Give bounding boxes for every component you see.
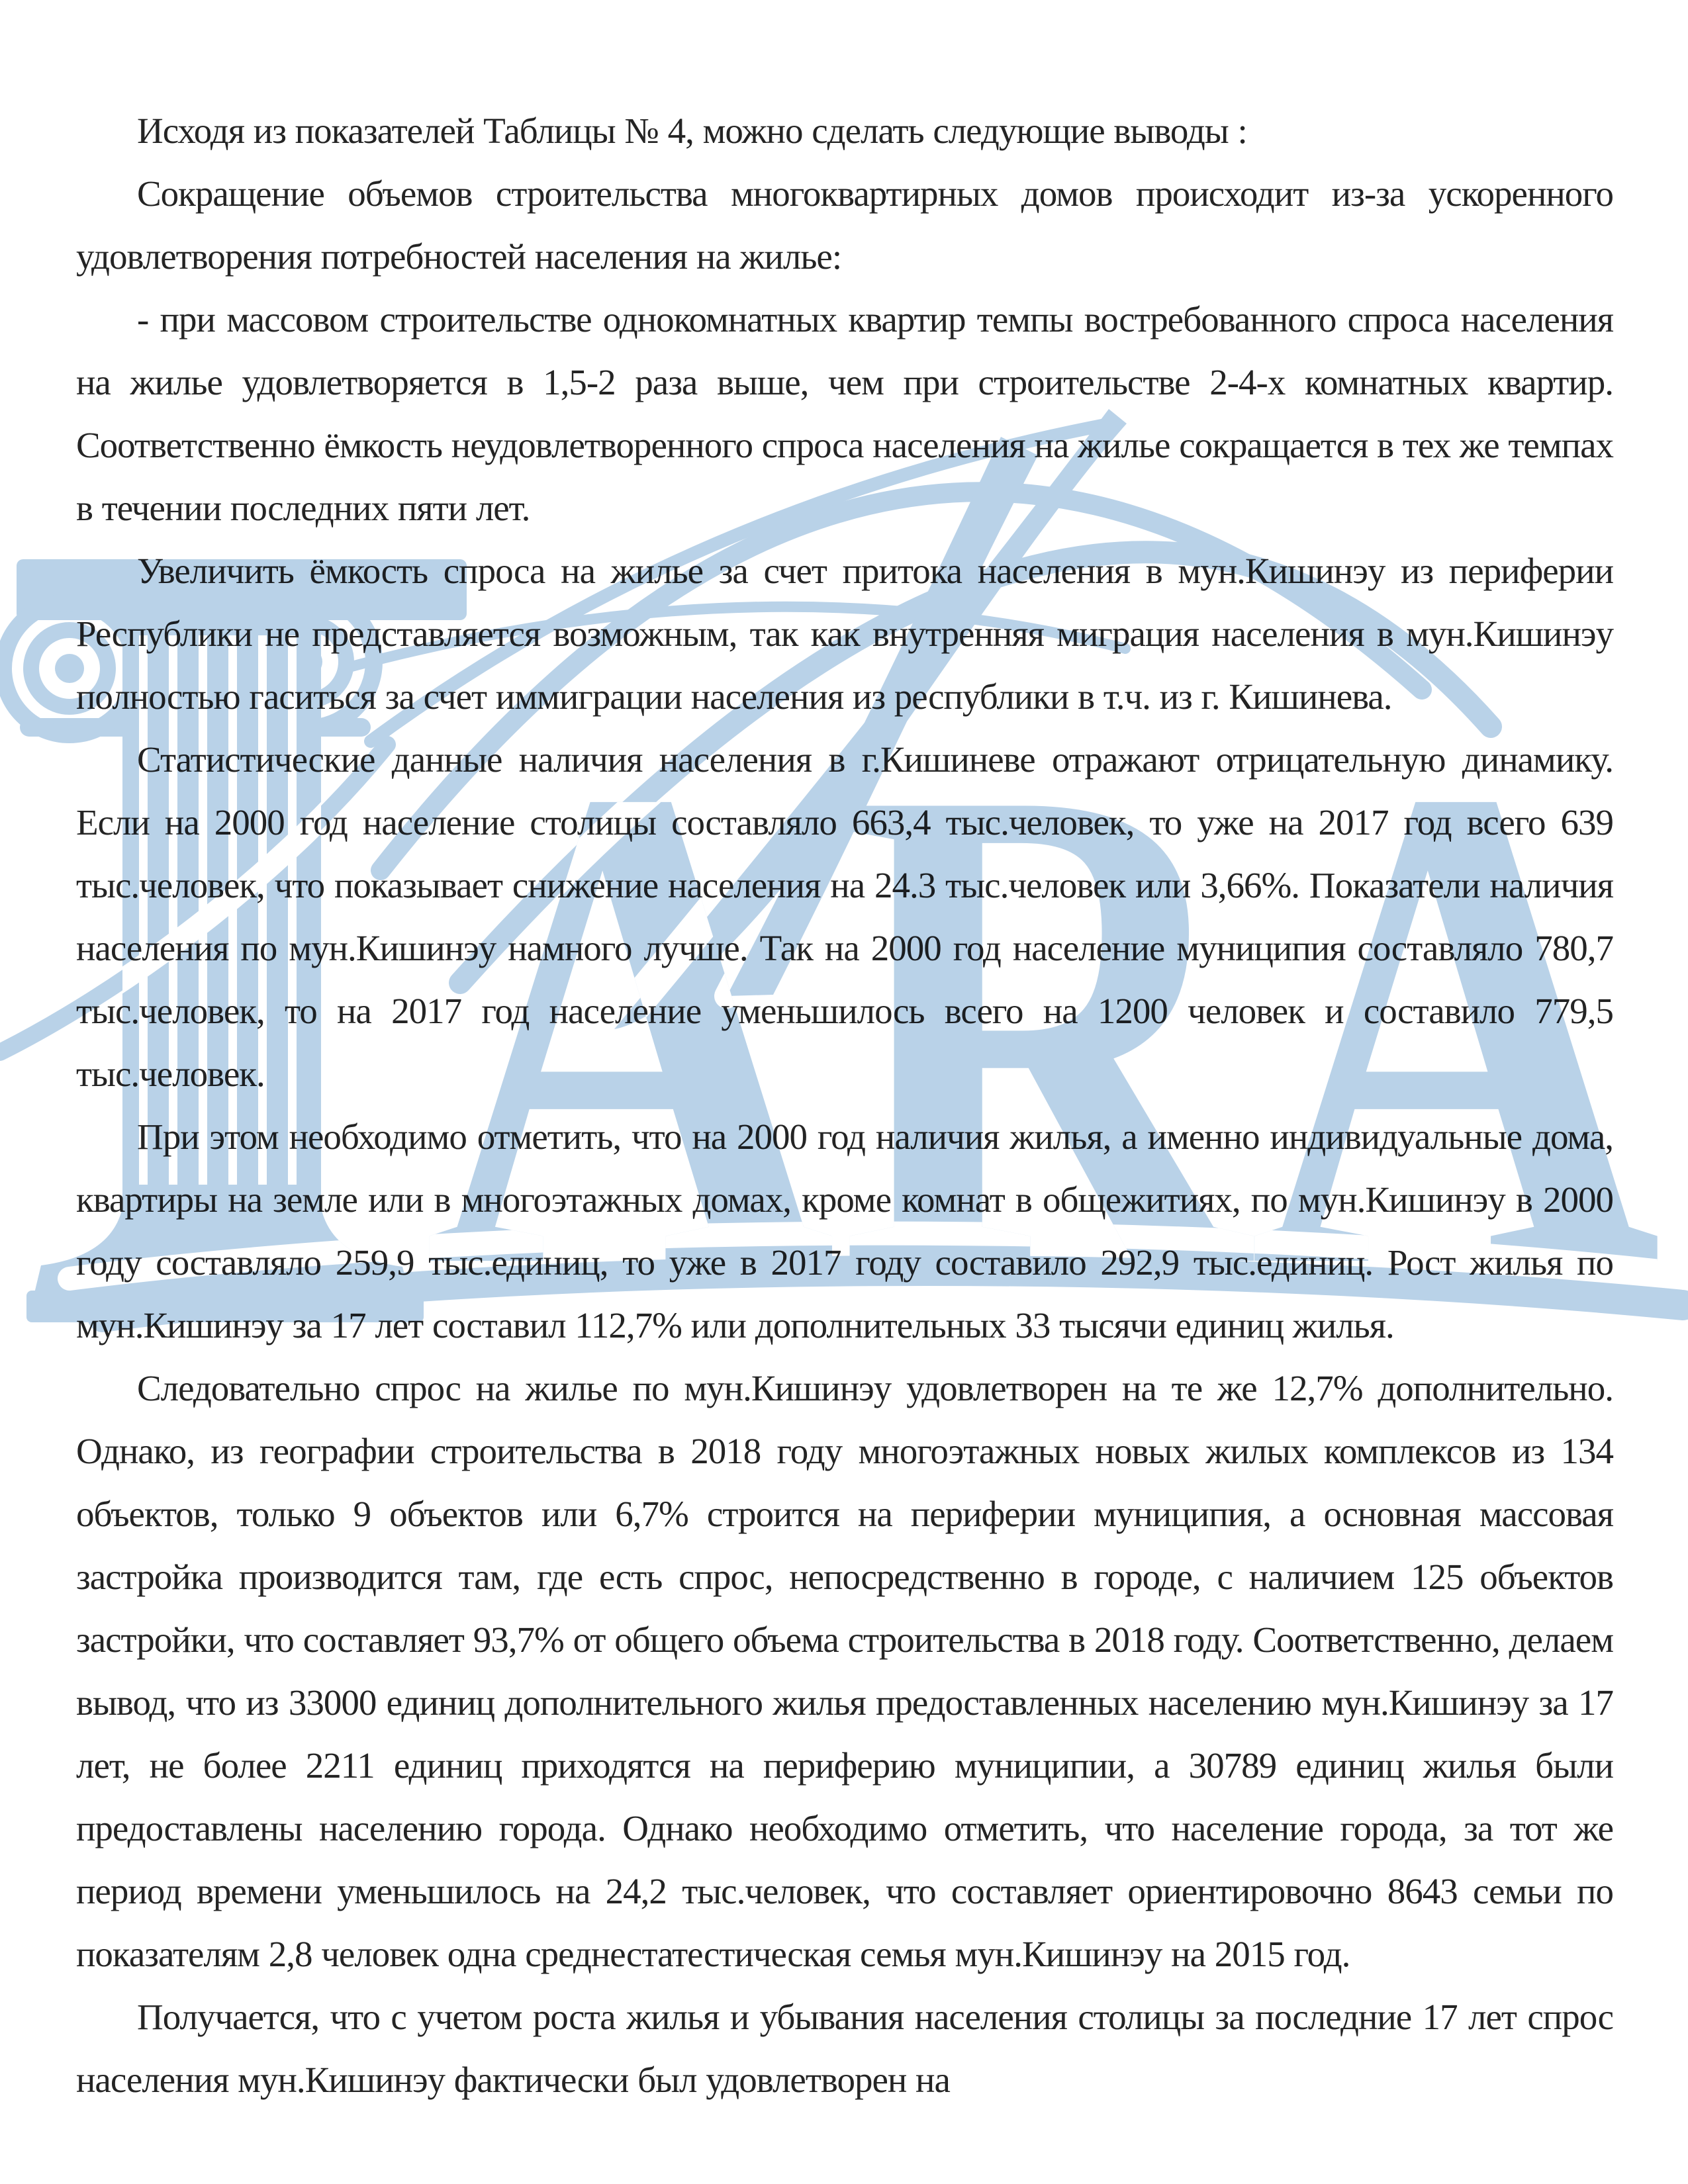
paragraph: Статистические данные наличия населения в г.Кишиневе отражают отрицательную динамику. Если на 2000 год население столицы составляло 663,4 тыс.человек, то уже на 2017 год всего 639 тыс.человек, что показывает снижение населения на 24.3 тыс.человек или 3,66%. Показатели наличия населения по мун.Кишинэу намного лучше. Так на 2000 год население муниципия составляло 780,7 тыс.человек, то на 2017 год население уменьшилось всего на 1200 человек и составило 779,5 тыс.человек.	[76, 739, 1613, 1094]
paragraph: Увеличить ёмкость спроса на жилье за счет притока населения в мун.Кишинэу из периферии Республики не представляется возможным, так как внутренняя миграция населения в мун.Кишинэу полностью гаситься за счет иммиграции населения из республики в т.ч. из г. Кишинева.	[76, 551, 1613, 717]
paragraph: Сокращение объемов строительства многоквартирных домов происходит из-за ускоренного удовлетворения потребностей населения на жилье:	[76, 173, 1613, 277]
paragraph: Исходя из показателей Таблицы № 4, можно сделать следующие выводы :	[137, 111, 1247, 151]
paragraph: - при массовом строительстве однокомнатных квартир темпы востребованного спроса населения на жилье удовлетворяется в 1,5-2 раза выше, чем при строительстве 2-4-х комнатных квартир. Соответственно ёмкость неудовлетворенного спроса населения на жилье сокращается в тех же темпах в течении последних пяти лет.	[76, 299, 1613, 528]
document-body	[76, 99, 1613, 2111]
paragraph: При этом необходимо отметить, что на 2000 год наличия жилья, а именно индивидуальные дома, квартиры на земле или в многоэтажных домах, кроме комнат в общежитиях, по мун.Кишинэу в 2000 году составляло 259,9 тыс.единиц, то уже в 2017 году составило 292,9 тыс.единиц. Рост жилья по мун.Кишинэу за 17 лет составил 112,7% или дополнительных 33 тысячи единиц жилья.	[76, 1116, 1613, 1345]
paragraph: Следовательно спрос на жилье по мун.Кишинэу удовлетворен на те же 12,7% дополнительно. Однако, из географии строительства в 2018 году многоэтажных новых жилых комплексов из 134 объектов, только 9 объектов или 6,7% строится на периферии муниципия, а основная массовая застройка производится там, где есть спрос, непосредственно в городе, с наличием 125 объектов застройки, что составляет 93,7% от общего объема строительства в 2018 году. Соответственно, делаем вывод, что из 33000 единиц дополнительного жилья предоставленных населению мун.Кишинэу за 17 лет, не более 2211 единиц приходятся на периферию муниципии, а 30789 единиц жилья были предоставлены населению города. Однако необходимо отметить, что население города, за тот же период времени уменьшилось на 24,2 тыс.человек, что составляет ориентировочно 8643 семьи по показателям 2,8 человек одна среднестатестическая семья мун.Кишинэу на 2015 год.	[76, 1368, 1613, 1974]
paragraph: Получается, что с учетом роста жилья и убывания населения столицы за последние 17 лет спрос населения мун.Кишинэу фактически был удовлетворен на	[76, 1997, 1613, 2100]
